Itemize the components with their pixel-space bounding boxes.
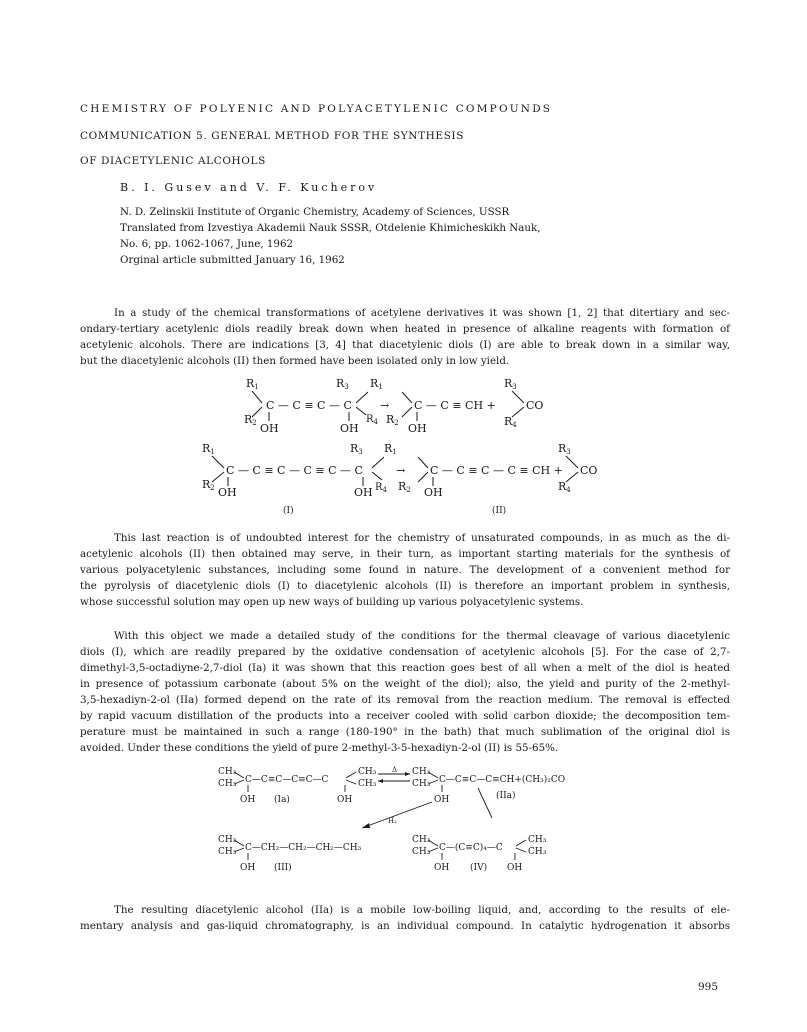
- oh-label: OH: [240, 795, 256, 805]
- paragraph-line: by rapid vacuum distillation of the products into a receiver cooled with solid carbon dioxide; the decomposition tem-: [80, 710, 730, 722]
- oh-label: OH: [434, 863, 450, 873]
- r1-label: R1: [384, 442, 397, 456]
- r4-label: $R_4$: [375, 482, 387, 494]
- alcohol-IIa-chain: C—C≡C—C≡CH+(CH₃)₂CO: [439, 775, 566, 785]
- paragraph-line: in presence of potassium carbonate (about 5% on the weight of the diol); also, the yield and purity of the 2-methyl-: [80, 678, 730, 690]
- title-line-2: COMMUNICATION 5. GENERAL METHOD FOR THE SYNTHESIS: [80, 130, 465, 142]
- paragraph-line: The resulting diacetylenic alcohol (IIa) is a mobile low-boiling liquid, and, according to the results of ele-: [114, 904, 730, 916]
- ch3-label: CH₃: [358, 767, 377, 777]
- row1-diol-chain: C — C ≡ C — C: [266, 399, 352, 412]
- r3-label: R3: [558, 442, 571, 456]
- r1-label: R1: [202, 442, 215, 456]
- paragraph-line: ondary-tertiary acetylenic diols readily break down when heated in presence of alkaline reagents with formation of: [80, 323, 730, 335]
- ch3-label: CH₃: [358, 779, 377, 789]
- compound-label-II: (II): [492, 506, 507, 516]
- oh-label: OH: [354, 486, 373, 499]
- compound-label-IV: (IV): [470, 863, 488, 873]
- paragraph-3: [80, 628, 730, 756]
- oh-label: OH: [218, 486, 237, 499]
- paragraph-line: acetylenic alcohols (II) then obtained may serve, in their turn, as important starting materials for the synthesis of: [80, 548, 730, 560]
- paragraph-line: whose successful solution may open up new ways of building up various polyacetylenic systems.: [80, 596, 584, 608]
- affiliation-line-1: N. D. Zelinskii Institute of Organic Chemistry, Academy of Sciences, USSR: [120, 206, 510, 218]
- paragraph-line: the pyrolysis of diacetylenic diols (I) to diacetylenic alcohols (II) is therefore an important problem in synthesis,: [80, 580, 730, 592]
- paragraph-line: With this object we made a detailed study of the conditions for the thermal cleavage of various diacetylenic: [114, 630, 730, 642]
- paragraph-line: perature must be maintained in such a range (180-190° in the bath) that much sublimation of the original diol is: [80, 726, 730, 738]
- compound-label-I: (I): [283, 506, 294, 516]
- product-III-chain: C—CH₂—CH₂—CH₂—CH₃: [245, 843, 362, 853]
- oh-label: OH: [340, 422, 359, 435]
- paragraph-line: various polyacetylenic substances, including some found in nature. The development of a convenient method for: [80, 564, 730, 576]
- paragraph-1: [80, 305, 730, 369]
- reaction-scheme-2: [0, 762, 807, 880]
- co-label: CO: [580, 464, 598, 477]
- r1-label: R1: [370, 377, 383, 391]
- r2-label: R2: [398, 480, 411, 494]
- r4-label: R4: [504, 415, 517, 429]
- paragraph-line: dimethyl-3,5-octadiyne-2,7-diol (Ia) it was shown that this reaction goes best of all when a melt of the diol is heated: [80, 662, 730, 674]
- paragraph-4: [80, 902, 730, 934]
- oh-label: OH: [507, 863, 523, 873]
- ch3-label: CH₃: [218, 847, 237, 857]
- row1-alcohol-chain: C — C ≡ CH +: [414, 399, 496, 412]
- co-label: CO: [526, 399, 544, 412]
- paragraph-line: avoided. Under these conditions the yield of pure 2-methyl-3-5-hexadiyn-2-ol (II) is 55-65%.: [80, 742, 559, 754]
- r2-label: R2: [244, 413, 257, 427]
- ch3-label: CH₃: [528, 835, 547, 845]
- paragraph-line: diols (I), which are readily prepared by the oxidative condensation of acetylenic alcohols [5]. For the case of 2,7-: [80, 646, 730, 658]
- ch3-label: CH₃: [412, 779, 431, 789]
- reaction-scheme-1: [0, 370, 807, 520]
- ch3-label: CH₃: [528, 847, 547, 857]
- compound-label-III: (III): [274, 863, 292, 873]
- page-number: 995: [698, 981, 719, 993]
- oh-label: OH: [424, 486, 443, 499]
- paragraph-line: In a study of the chemical transformations of acetylene derivatives it was shown [1, 2] that ditertiary and sec-: [114, 307, 730, 319]
- paragraph-line: mentary analysis and gas-liquid chromatography, is an individual compound. In catalytic hydrogenation it absorbs: [80, 920, 730, 932]
- oh-label: OH: [240, 863, 256, 873]
- oh-label: OH: [434, 795, 450, 805]
- oh-label: OH: [408, 422, 427, 435]
- paragraph-line: acetylenic alcohols. There are indications [3, 4] that diacetylenic diols (I) are able to break down in a similar way,: [80, 339, 730, 351]
- reaction-arrow: →: [380, 399, 390, 412]
- r3-label: R3: [336, 377, 349, 391]
- reaction-arrow: →: [396, 464, 406, 477]
- r4-label: $R_4$: [366, 414, 378, 426]
- affiliation-line-4: Orginal article submitted January 16, 1962: [120, 254, 345, 266]
- r4-label: R4: [558, 480, 571, 494]
- h2-label: H₂: [388, 817, 397, 825]
- compound-label-Ia: (Ia): [274, 795, 290, 805]
- row2-diol-chain: C — C ≡ C — C ≡ C — C: [226, 464, 363, 477]
- r3-label: R3: [504, 377, 517, 391]
- ch3-label: CH₃: [218, 779, 237, 789]
- affiliation-line-2: Translated from Izvestiya Akademii Nauk SSSR, Otdelenie Khimicheskikh Nauk,: [120, 222, 541, 234]
- title-line-3: OF DIACETYLENIC ALCOHOLS: [80, 155, 266, 167]
- paragraph-2: [80, 530, 730, 610]
- compound-label-IIa: (IIa): [496, 791, 516, 801]
- ch3-label: CH₃: [218, 767, 237, 777]
- paragraph-line: but the diacetylenic alcohols (II) then formed have been isolated only in low yield.: [80, 355, 510, 367]
- ch3-label: CH₃: [412, 847, 431, 857]
- ch3-label: CH₃: [412, 767, 431, 777]
- paragraph-line: This last reaction is of undoubted interest for the chemistry of unsaturated compounds, in as much as the di-: [114, 532, 730, 544]
- title-line-1: CHEMISTRY OF POLYENIC AND POLYACETYLENIC COMPOUNDS: [80, 103, 553, 115]
- oh-label: OH: [337, 795, 353, 805]
- oh-label: OH: [260, 422, 279, 435]
- product-IV-chain: C—(C≡C)₄—C: [439, 843, 503, 853]
- r2-label: R2: [386, 413, 399, 427]
- diol-Ia-chain: C—C≡C—C≡C—C: [245, 775, 329, 785]
- row2-alcohol-chain: C — C ≡ C — C ≡ CH +: [430, 464, 563, 477]
- paragraph-line: 3,5-hexadiyn-2-ol (IIa) formed depend on the rate of its removal from the reaction medium. The removal is effected: [80, 694, 730, 706]
- r1-label: R1: [246, 377, 259, 391]
- affiliation-line-3: No. 6, pp. 1062-1067, June, 1962: [120, 238, 294, 250]
- ch3-label: CH₃: [218, 835, 237, 845]
- r2-label: R2: [202, 478, 215, 492]
- authors: B. I. Gusev and V. F. Kucherov: [120, 181, 378, 194]
- delta-label: Δ: [392, 766, 398, 774]
- ch3-label: CH₃: [412, 835, 431, 845]
- r3-label: R3: [350, 442, 363, 456]
